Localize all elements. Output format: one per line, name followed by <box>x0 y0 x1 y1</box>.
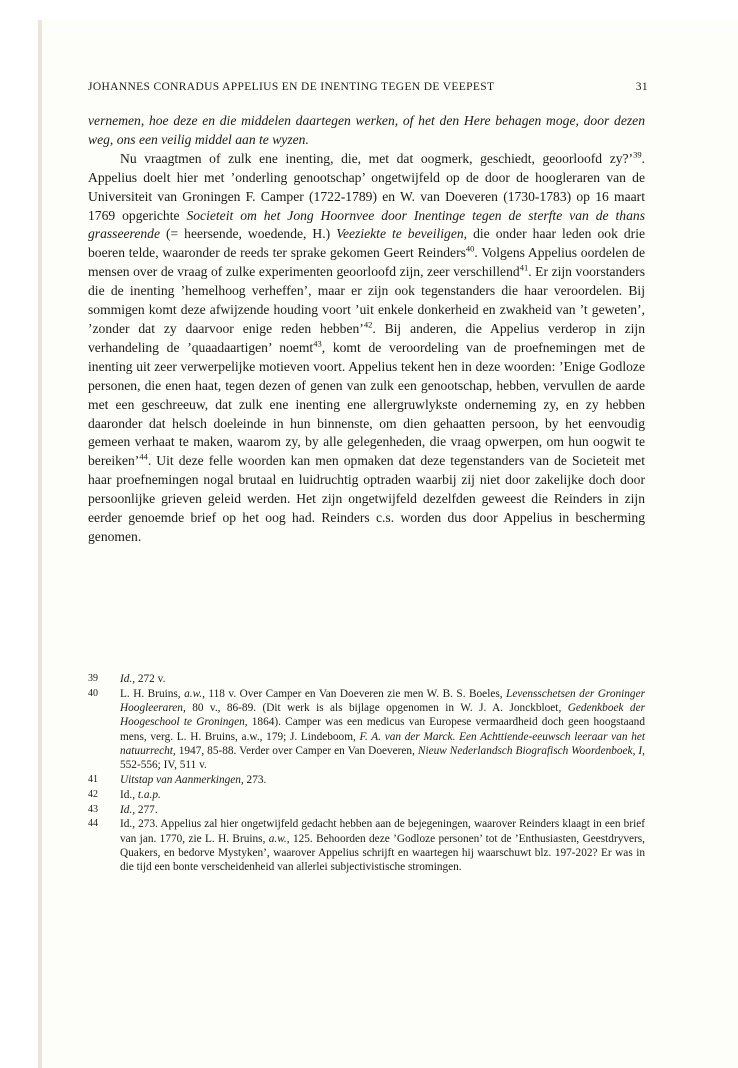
footnote-41 <box>88 773 645 787</box>
footnote-text <box>120 803 645 817</box>
footnote-number: 42 <box>88 788 98 800</box>
footnote-number: 40 <box>88 687 98 699</box>
text-run: . Volgens Appelius oordelen de mensen over de vraag of zulke experimenten geoorloofd zijn, zeer verschillend <box>88 245 645 280</box>
footnote-italic-run: Gedenkboek der Hoogeschool te Groningen, <box>120 702 645 729</box>
footnote-text-run: Id., <box>120 788 138 801</box>
footnote-italic-run: F. A. van der Marck. Een Achttiende-eeuwsch leeraar van het natuurrecht, <box>120 730 645 757</box>
footnote-39 <box>88 672 645 686</box>
footnote-text-run: Id., 273. Appelius zal hier ongetwijfeld gedacht hebben aan de bejegeningen, waarover Reinders klaagt in een brief van jan. 1770, zie L. H. Bruins, <box>120 818 645 845</box>
footnote-italic-run: t.a.p. <box>137 788 161 801</box>
text-run: (= heersende, woedende, H.) <box>159 226 337 242</box>
footnote-italic-run: Id., <box>120 673 136 685</box>
footnote-italic-run: Nieuw Nederlandsch Biografisch Woordenboek, I, <box>417 744 645 757</box>
footnote-ref-44[interactable]: 44 <box>139 451 148 462</box>
page-number: 31 <box>635 81 648 93</box>
body-text <box>88 112 645 547</box>
footnote-text-run: 552-556; IV, 511 v. <box>120 759 207 772</box>
intro-italic-text: vernemen, hoe deze en die middelen daartegen werken, of het den Here behagen moge, door dezen weg, ons een veilig middel aan te wyzen. <box>88 113 645 147</box>
paragraph-intro <box>88 112 645 150</box>
footnote-text <box>120 672 645 686</box>
footnote-italic-run: Levensschetsen der Groninger Hoogleeraren, <box>120 687 645 715</box>
footnote-text <box>120 788 645 802</box>
footnote-text-run: 272 v. <box>135 673 166 685</box>
footnotes <box>88 672 645 875</box>
footnote-text-run: 1947, 85-88. Verder over Camper en Van Doeveren, <box>175 744 418 757</box>
footnote-text <box>120 773 645 787</box>
text-run: . Appelius doelt hier met ’onderling genootschap’ ongetwijfeld op de door de hoogleraren van de Universiteit van Groningen F. Camper (1722-1789) en W. van Doeveren (1730-1783) op 16 maart 1769 opgerichte <box>88 150 645 223</box>
footnote-number: 41 <box>88 774 98 786</box>
running-head <box>88 81 648 93</box>
footnote-number: 43 <box>88 803 98 815</box>
text-run: die onder haar leden ook drie boeren telde, waaronder de reeds ter sprake gekomen Geert Reinders <box>88 226 646 261</box>
footnote-ref-43[interactable]: 43 <box>313 338 322 349</box>
page-left-edge <box>38 20 42 1068</box>
footnote-42 <box>88 788 645 802</box>
footnote-44 <box>88 817 645 874</box>
running-head-title: JOHANNES CONRADUS APPELIUS EN DE INENTING TEGEN DE VEEPEST <box>88 81 495 93</box>
society-name: Societeit om het Jong Hoornvee door Inentinge tegen de sterfte van de thans grasseerende <box>88 207 645 242</box>
footnote-text-run: 277. <box>135 803 158 816</box>
footnote-40 <box>88 687 645 773</box>
footnote-text <box>120 817 645 874</box>
footnote-text-run: L. H. Bruins, <box>120 687 185 700</box>
footnote-text-run: 125. Behoorden deze ’Godloze personen’ tot de ’Enthusiasten, Geestdryvers, Quakers, en bedorve Mystyken’, waarover Appelius schrijft en waartegen hij waarschuwt blz. 197-202? Er was in die tijd een bonte verscheidenheid van allerlei subjectivistische stromingen. <box>120 832 646 874</box>
text-run: , komt de veroordeling van de proefnemingen met de inenting uit zeer verwerpelijke motieven voort. Appelius tekent hen in deze woorden: ’Enige Godloze personen, die enen haat, tegen dezen of genen van zulk een genootschap, hebben, vervullen de aarde met een geschreeuw, dat zulk ene inenting ene allergruwlykste onderneming zy, en zy hebben daaronder dat helsch doeleinde in hun binnenste, om dien gehaatten persoon, by het eenvoudig gemeen verhaat te maken, waarom zy, by alle gelegenheden, die vraag opwerpen, om hun oogwit te bereiken’ <box>88 339 646 469</box>
footnote-number: 44 <box>88 818 98 830</box>
footnote-text-run: 118 v. Over Camper en Van Doeveren zie men W. B. S. Boeles, <box>204 687 507 700</box>
footnote-text-run: 80 v., 86-89. (Dit werk is als bijlage opgenomen in W. J. A. Jonckbloet, <box>185 702 568 715</box>
footnote-text-run: 1864). Camper was een medicus van Europese vermaardheid doch geen hoogstaand mens, verg. L. H. Bruins, a.w., 179; J. Lindeboom, <box>120 716 645 743</box>
text-run: . Bij anderen, die Appelius verderop in zijn verhandeling de ’quaadaartigen’ noemt <box>88 320 645 355</box>
footnote-ref-39[interactable]: 39 <box>633 149 642 160</box>
footnote-italic-run: a.w., <box>184 687 205 700</box>
text-run: . Er zijn voorstanders die de inenting ’hemelhoog verheffen’, maar er zijn ook tegenstanders die haar veroordelen. Bij sommigen komt deze afwijzende houding voort ’uit enkele donkerheid en zwakheid van ’t geweten’, ’zonder dat zy daarvoor enige reden hebben’ <box>88 264 645 336</box>
footnote-ref-42[interactable]: 42 <box>363 319 373 330</box>
footnote-italic-run: a.w., <box>268 832 290 845</box>
footnote-text-run: 273. <box>243 774 267 787</box>
text-run: Nu vraagtmen of zulk ene inenting, die, met dat oogmerk, geschiedt, geoorloofd zy?’ <box>120 150 634 166</box>
footnote-43 <box>88 803 645 817</box>
footnote-ref-41[interactable]: 41 <box>519 262 529 273</box>
footnote-number: 39 <box>88 673 98 684</box>
paragraph-main <box>88 150 645 547</box>
footnote-text <box>120 687 645 773</box>
footnote-italic-run: Id., <box>120 803 136 816</box>
footnote-ref-40[interactable]: 40 <box>465 243 475 254</box>
footnote-italic-run: Uitstap van Aanmerkingen, <box>120 774 244 787</box>
text-run: . Uit deze felle woorden kan men opmaken dat deze tegenstanders van de Societeit met haar proefnemingen nogal brutaal en luidruchtig optraden waarbij zij niet door zakelijke doch door persoonlijke grieven geleid werden. Het zijn ongetwijfeld dezelfden geweest die Reinders in zijn eerder genoemde brief op het oog had. Reinders c.s. worden dus door Appelius in bescherming genomen. <box>88 453 645 544</box>
society-name-cont: Veeziekte te beveiligen, <box>336 226 468 242</box>
